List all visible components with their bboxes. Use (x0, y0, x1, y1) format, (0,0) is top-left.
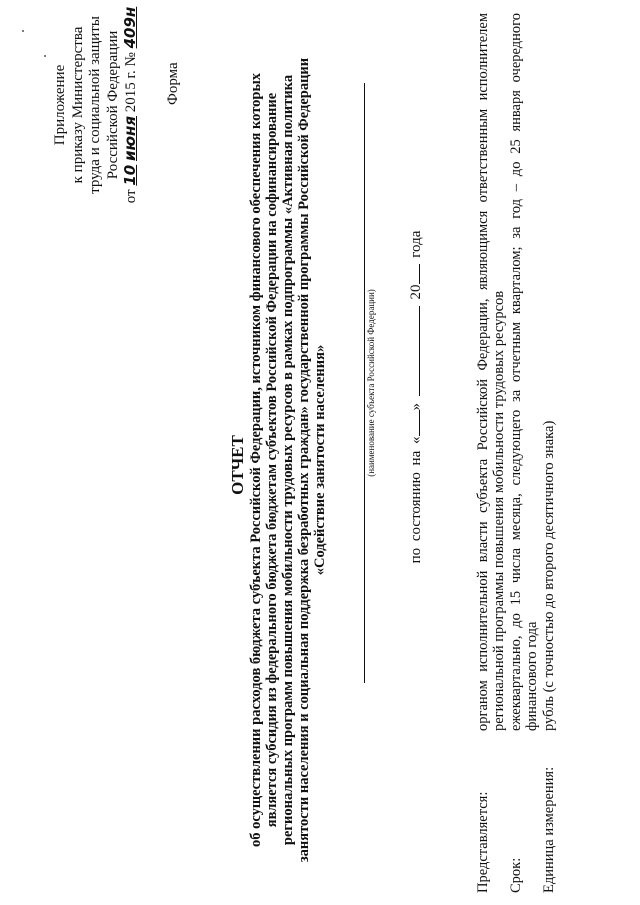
appendix-line: Российской Федерации (104, 30, 121, 180)
scan-speck (44, 55, 46, 57)
month-blank[interactable] (405, 306, 420, 396)
subject-caption: (наименование субъекта Российской Федерации) (366, 289, 376, 477)
date-year: 2015 г. № (123, 52, 139, 113)
order-number: 409н (121, 6, 139, 49)
appendix-line: Приложение (52, 64, 68, 146)
year-prefix: 20 (408, 284, 424, 300)
report-heading: об осуществлении расходов бюджета субъекта Российской Федерации, источником финансового обеспечения которых является субсидия из федерального бюджета бюджетам субъектов Российской Федерации на софинансирование региональных программ повышения мобильности трудовых ресурсов в рамках подпрограммы «Активная политика занятости населения и социальная поддержка безработных граждан» государственной программы Российской Федерации «Содействие занятости населения» (248, 57, 328, 863)
field-value: рубль (с точностью до второго десятичного знака) (541, 420, 557, 731)
appendix-line: к приказу Министерства (69, 26, 86, 184)
subject-name-line[interactable] (364, 83, 365, 683)
appendix-block (52, 5, 141, 205)
field-value: ежеквартально, до 15 числа месяца, следующего за отчетным кварталом; за год – до 25 января очередного финансового года (508, 13, 540, 731)
date-day: 10 (121, 164, 139, 186)
field-label: Единица измерения: (541, 766, 557, 893)
field-label: Срок: (508, 857, 524, 893)
date-month: июня (121, 115, 139, 162)
scan-speck (22, 30, 24, 32)
year-blank[interactable] (405, 265, 420, 285)
report-title: ОТЧЕТ (228, 435, 247, 495)
appendix-date (122, 5, 141, 205)
day-blank[interactable] (405, 411, 420, 437)
as-of-suffix: года (408, 230, 424, 258)
field-label: Представляется: (475, 791, 491, 893)
form-label: Форма (165, 62, 181, 105)
as-of-prefix: по состоянию на « (408, 436, 424, 564)
appendix-line: труда и социальной защиты (87, 16, 103, 194)
field-row (541, 13, 557, 893)
field-value: органом исполнительной власти субъекта Российской Федерации, являющимся ответственным исполнителем региональной программы повышения мобильности трудовых ресурсов (475, 13, 507, 731)
as-of-mid: » (408, 403, 424, 411)
field-row (508, 13, 540, 893)
date-prefix: от (123, 189, 139, 204)
field-row (475, 13, 507, 893)
as-of-date (405, 97, 425, 697)
